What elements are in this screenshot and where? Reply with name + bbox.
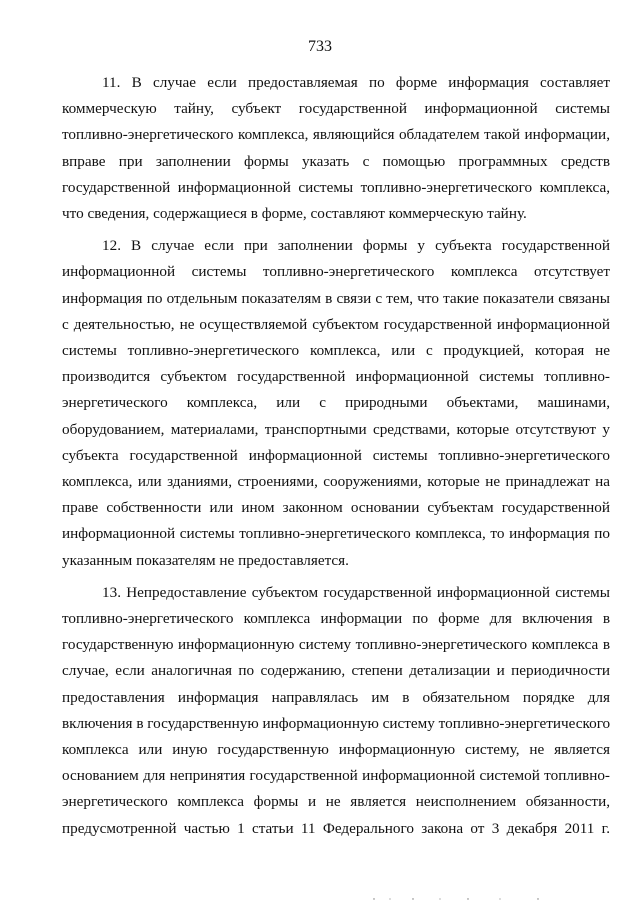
paragraph-11: [62, 70, 610, 227]
paragraph-line: топливно-энергетического комплекса информации по форме для включения в: [62, 610, 610, 628]
paragraph-line: что сведения, содержащиеся в форме, составляют коммерческую тайну.: [62, 205, 527, 223]
page-number: 733: [308, 38, 332, 55]
paragraph-line: праве собственности или ином законном основании субъектам государственной: [62, 499, 610, 517]
paragraph-line: информация по отдельным показателям в связи с тем, что такие показатели связаны: [62, 289, 610, 307]
paragraph-line: производится субъектом государственной информационной системы топливно-: [62, 368, 610, 386]
paragraph-line: с деятельностью, не осуществляемой субъектом государственной информационной: [62, 315, 610, 333]
paragraph-line: предоставления информация направлялась им в обязательном порядке для: [62, 688, 610, 706]
paragraph-line: информационной системы топливно-энергетического комплекса, то информация по: [62, 525, 610, 543]
paragraph-line: 13. Непредоставление субъектом государственной информационной системы: [102, 583, 610, 601]
paragraph-line: топливно-энергетического комплекса, являющийся обладателем такой информации,: [62, 126, 610, 144]
paragraph-line: коммерческую тайну, субъект государственной информационной системы: [62, 100, 610, 118]
paragraph-13: [62, 580, 610, 842]
paragraph-line: информационной системы топливно-энергетического комплекса отсутствует: [62, 263, 610, 281]
paragraph-line: вправе при заполнении формы указать с помощью программных средств: [62, 152, 610, 170]
paragraph-line: комплекса, или зданиями, строениями, сооружениями, которые не принадлежат на: [62, 473, 610, 491]
paragraph-line: энергетического комплекса формы и не является неисполнением обязанности,: [62, 793, 610, 811]
paragraph-line: предусмотренной частью 1 статьи 11 Федерального закона от 3 декабря 2011 г.: [62, 819, 610, 837]
scan-artifact: [370, 896, 570, 902]
paragraph-line: государственную информационную систему топливно-энергетического комплекса в: [62, 636, 610, 654]
paragraph-line: энергетического комплекса, или с природными объектами, машинами,: [62, 394, 610, 412]
paragraph-line: 12. В случае если при заполнении формы у субъекта государственной: [102, 237, 610, 255]
paragraph-line: системы топливно-энергетического комплекса, или с продукцией, которая не: [62, 342, 610, 360]
paragraph-line: включения в государственную информационную систему топливно-энергетического: [62, 714, 610, 732]
paragraph-line: оборудованием, материалами, транспортными средствами, которые отсутствуют у: [62, 420, 610, 438]
paragraph-line: случае, если аналогичная по содержанию, степени детализации и периодичности: [62, 662, 610, 680]
paragraph-line: государственной информационной системы топливно-энергетического комплекса,: [62, 178, 610, 196]
paragraph-line: субъекта государственной информационной системы топливно-энергетического: [62, 446, 610, 464]
paragraph-line: 11. В случае если предоставляемая по форме информация составляет: [102, 74, 610, 91]
paragraph-12: [62, 233, 610, 574]
paragraph-line: указанным показателям не предоставляется.: [62, 551, 349, 569]
document-body: [62, 70, 610, 848]
paragraph-line: комплекса или иную государственную информационную систему, не является: [62, 741, 610, 759]
paragraph-line: основанием для непринятия государственной информационной системой топливно-: [62, 767, 610, 785]
